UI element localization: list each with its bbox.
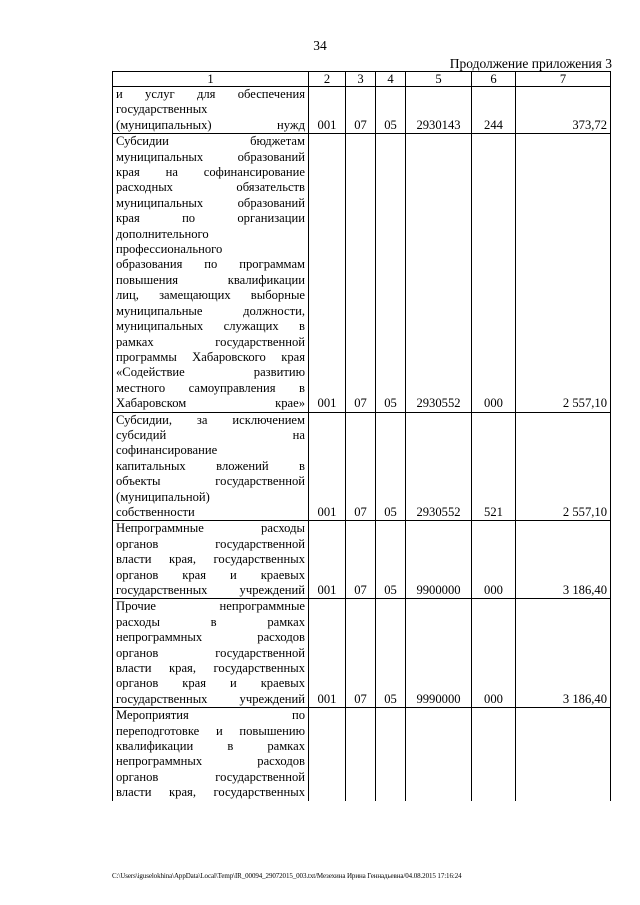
- target-code-cell: 2930552: [406, 412, 472, 521]
- table-row: [113, 708, 611, 801]
- description-line: органов государственной: [116, 645, 305, 660]
- description-line: квалификации в рамках: [116, 739, 305, 754]
- description-line: края по организации: [116, 211, 305, 226]
- description-line: и услуг для обеспечения: [116, 87, 305, 101]
- description-line: власти края, государственных: [116, 661, 305, 676]
- amount-cell: 3 186,40: [516, 599, 611, 708]
- description-line: Субсидии бюджетам: [116, 134, 305, 149]
- amount-cell: 3 186,40: [516, 521, 611, 599]
- description-line: рамках государственной: [116, 334, 305, 349]
- description-line: муниципальных образований: [116, 195, 305, 210]
- expense-type-code-cell: 521: [472, 412, 516, 521]
- description-line: переподготовке и повышению: [116, 723, 305, 738]
- description-line: собственности: [116, 504, 195, 519]
- subsection-code-cell: [376, 708, 406, 801]
- admin-code-cell: 001: [309, 599, 346, 708]
- amount-cell: 373,72: [516, 87, 611, 134]
- subsection-code-cell: 05: [376, 87, 406, 134]
- description-line: лиц, замещающих выборные: [116, 288, 305, 303]
- header-col-7: 7: [516, 72, 611, 87]
- description-line: Хабаровском крае»: [116, 396, 305, 411]
- description-line: органов края и краевых: [116, 676, 305, 691]
- description-line: (муниципальных) нужд: [116, 117, 305, 132]
- description-line: власти края, государственных: [116, 785, 305, 800]
- table-row: [113, 412, 611, 521]
- admin-code-cell: 001: [309, 134, 346, 412]
- description-line: государственных учреждений: [116, 691, 305, 706]
- description-line: государственных учреждений: [116, 583, 305, 597]
- description-line: Прочие непрограммные: [116, 599, 305, 614]
- description-line: профессионального: [116, 242, 223, 257]
- amount-cell: 2 557,10: [516, 134, 611, 412]
- row-description: [113, 134, 309, 412]
- description-line: (муниципальной): [116, 489, 210, 504]
- row-description: [113, 599, 309, 708]
- section-code-cell: 07: [346, 599, 376, 708]
- description-line: муниципальных образований: [116, 149, 305, 164]
- description-line: объекты государственной: [116, 474, 305, 489]
- subsection-code-cell: 05: [376, 599, 406, 708]
- description-line: муниципальные должности,: [116, 303, 305, 318]
- description-line: органов государственной: [116, 769, 305, 784]
- admin-code-cell: 001: [309, 521, 346, 599]
- description-line: муниципальных служащих в: [116, 319, 305, 334]
- row-description: [113, 708, 309, 801]
- description-line: власти края, государственных: [116, 552, 305, 567]
- header-col-1: 1: [113, 72, 309, 87]
- description-line: Субсидии, за исключением: [116, 412, 305, 427]
- description-line: софинансирование: [116, 443, 218, 458]
- description-line: непрограммных расходов: [116, 630, 305, 645]
- description-line: Мероприятия по: [116, 708, 305, 723]
- description-line: «Содействие развитию: [116, 365, 305, 380]
- section-code-cell: [346, 708, 376, 801]
- admin-code-cell: [309, 708, 346, 801]
- description-line: капитальных вложений в: [116, 458, 305, 473]
- description-line: Непрограммные расходы: [116, 521, 305, 536]
- expense-type-code-cell: 244: [472, 87, 516, 134]
- expense-type-code-cell: 000: [472, 599, 516, 708]
- header-col-2: 2: [309, 72, 346, 87]
- admin-code-cell: 001: [309, 87, 346, 134]
- row-description: [113, 412, 309, 521]
- description-line: расходных обязательств: [116, 180, 305, 195]
- description-line: края на софинансирование: [116, 165, 305, 180]
- header-col-3: 3: [346, 72, 376, 87]
- section-code-cell: 07: [346, 521, 376, 599]
- target-code-cell: 9900000: [406, 521, 472, 599]
- description-line: органов государственной: [116, 536, 305, 551]
- target-code-cell: 2930552: [406, 134, 472, 412]
- expense-type-code-cell: 000: [472, 134, 516, 412]
- description-line: программы Хабаровского края: [116, 349, 305, 364]
- description-line: субсидий на: [116, 427, 305, 442]
- subsection-code-cell: 05: [376, 521, 406, 599]
- description-line: расходы в рамках: [116, 614, 305, 629]
- admin-code-cell: 001: [309, 412, 346, 521]
- page-number: 34: [313, 38, 327, 53]
- amount-cell: [516, 708, 611, 801]
- target-code-cell: [406, 708, 472, 801]
- row-description: [113, 521, 309, 599]
- section-code-cell: 07: [346, 134, 376, 412]
- row-description: [113, 87, 309, 134]
- target-code-cell: 2930143: [406, 87, 472, 134]
- description-line: органов края и краевых: [116, 567, 305, 582]
- section-code-cell: 07: [346, 87, 376, 134]
- table-row: [113, 599, 611, 708]
- continuation-note: Продолжение приложения 3: [449, 56, 612, 71]
- header-row: [113, 72, 611, 87]
- description-line: государственных: [116, 102, 208, 117]
- target-code-cell: 9990000: [406, 599, 472, 708]
- header-col-4: 4: [376, 72, 406, 87]
- table-row: [113, 521, 611, 599]
- header-col-6: 6: [472, 72, 516, 87]
- subsection-code-cell: 05: [376, 412, 406, 521]
- description-line: непрограммных расходов: [116, 754, 305, 769]
- table-row: [113, 134, 611, 412]
- header-col-5: 5: [406, 72, 472, 87]
- subsection-code-cell: 05: [376, 134, 406, 412]
- footer-file-path: C:\Users\iguselokhina\AppData\Local\Temp\IR_00094_29072015_003.txt/Мезехина Ирина Геннадьевна/04.08.2015 17:16:24: [112, 872, 462, 880]
- description-line: дополнительного: [116, 226, 209, 241]
- budget-table: [112, 71, 611, 801]
- description-line: местного самоуправления в: [116, 380, 305, 395]
- expense-type-code-cell: [472, 708, 516, 801]
- description-line: повышения квалификации: [116, 272, 305, 287]
- amount-cell: 2 557,10: [516, 412, 611, 521]
- section-code-cell: 07: [346, 412, 376, 521]
- expense-type-code-cell: 000: [472, 521, 516, 599]
- description-line: образования по программам: [116, 257, 305, 272]
- table-row: [113, 87, 611, 134]
